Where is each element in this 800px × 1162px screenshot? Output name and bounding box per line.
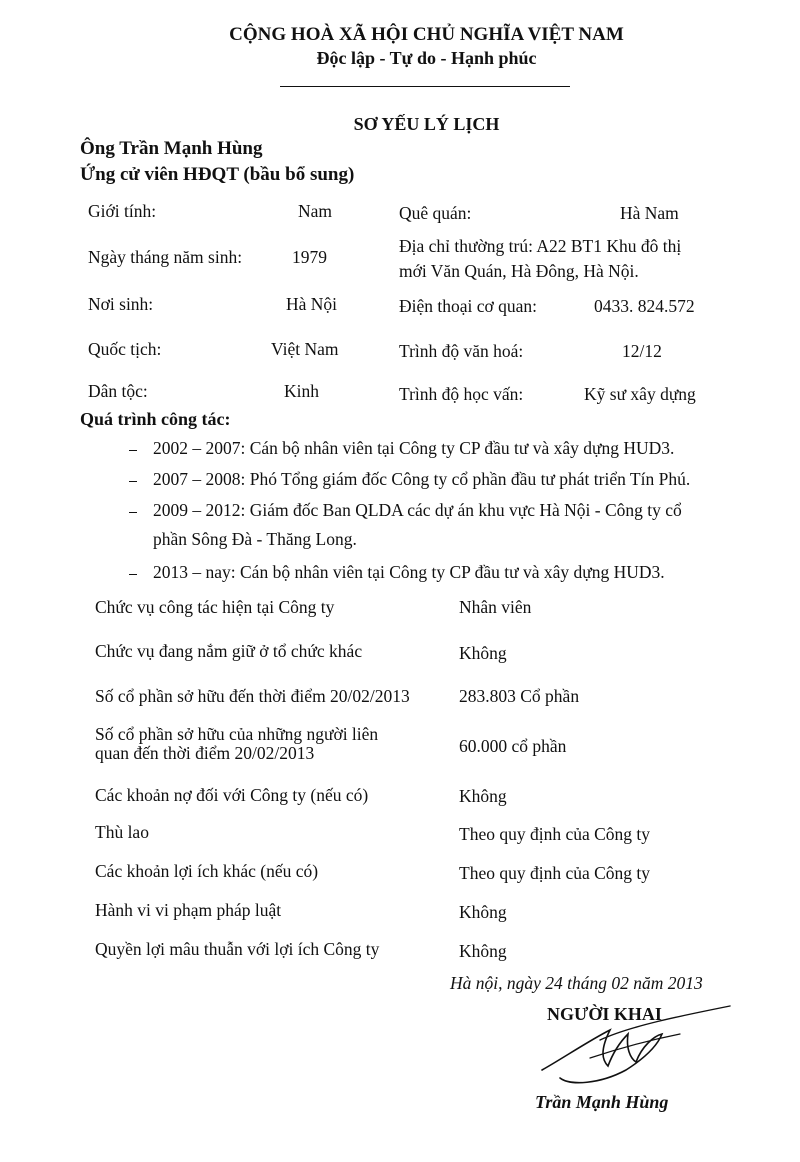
nationality-label: Quốc tịch: bbox=[88, 339, 162, 359]
career-item: 2013 – nay: Cán bộ nhân viên tại Công ty CP đầu tư và xây dựng HUD3. bbox=[153, 562, 665, 582]
bullet-dash bbox=[129, 481, 137, 482]
detail-label: Các khoản nợ đối với Công ty (nếu có) bbox=[95, 785, 369, 805]
signature-mark bbox=[530, 1000, 760, 1090]
person-role: Ứng cử viên HĐQT (bầu bổ sung) bbox=[80, 164, 355, 185]
signer-name: Trần Mạnh Hùng bbox=[535, 1092, 669, 1112]
detail-value: Nhân viên bbox=[459, 597, 532, 617]
phone-value: 0433. 824.572 bbox=[594, 296, 695, 316]
detail-label: Các khoản lợi ích khác (nếu có) bbox=[95, 861, 319, 881]
hometown-label: Quê quán: bbox=[399, 203, 472, 223]
detail-label-continuation: quan đến thời điểm 20/02/2013 bbox=[95, 743, 315, 763]
address-label: Địa chỉ thường trú: A22 BT1 Khu đô thị bbox=[399, 236, 682, 256]
ethnicity-value: Kinh bbox=[284, 381, 319, 401]
culture-value: 12/12 bbox=[622, 341, 662, 361]
document-title: SƠ YẾU LÝ LỊCH bbox=[353, 114, 500, 134]
nationality-value: Việt Nam bbox=[271, 339, 339, 359]
detail-value: 283.803 Cổ phần bbox=[459, 686, 580, 706]
bullet-dash bbox=[129, 512, 137, 513]
ethnicity-label: Dân tộc: bbox=[88, 381, 148, 401]
motto: Độc lập - Tự do - Hạnh phúc bbox=[316, 48, 537, 68]
detail-label: Số cổ phần sở hữu của những người liên bbox=[95, 724, 379, 744]
detail-value: Theo quy định của Công ty bbox=[459, 824, 651, 844]
detail-label: Quyền lợi mâu thuẫn với lợi ích Công ty bbox=[95, 939, 380, 959]
detail-label: Thù lao bbox=[95, 822, 149, 842]
detail-value: 60.000 cổ phần bbox=[459, 736, 567, 756]
culture-label: Trình độ văn hoá: bbox=[399, 341, 524, 361]
detail-value: Không bbox=[459, 643, 507, 663]
declarant-title: NGƯỜI KHAI bbox=[547, 1004, 662, 1024]
career-item: 2009 – 2012: Giám đốc Ban QLDA các dự án khu vực Hà Nội - Công ty cổ bbox=[153, 500, 682, 520]
gender-label: Giới tính: bbox=[88, 201, 157, 221]
detail-value: Không bbox=[459, 902, 507, 922]
detail-label: Chức vụ công tác hiện tại Công ty bbox=[95, 597, 335, 617]
detail-value: Theo quy định của Công ty bbox=[459, 863, 651, 883]
bullet-dash bbox=[129, 574, 137, 575]
header-divider bbox=[280, 86, 570, 87]
bullet-dash bbox=[129, 450, 137, 451]
detail-value: Không bbox=[459, 786, 507, 806]
detail-label: Chức vụ đang nắm giữ ở tổ chức khác bbox=[95, 641, 363, 661]
career-heading: Quá trình công tác: bbox=[80, 409, 231, 429]
gender-value: Nam bbox=[298, 201, 333, 221]
education-value: Kỹ sư xây dựng bbox=[584, 384, 696, 404]
career-item: 2007 – 2008: Phó Tổng giám đốc Công ty cổ phần đầu tư phát triển Tín Phú. bbox=[153, 469, 691, 489]
detail-label: Hành vi vi phạm pháp luật bbox=[95, 900, 282, 920]
address-value: mới Văn Quán, Hà Đông, Hà Nội. bbox=[399, 261, 639, 281]
career-item-continuation: phần Sông Đà - Thăng Long. bbox=[153, 529, 357, 549]
education-label: Trình độ học vấn: bbox=[399, 384, 524, 404]
career-item: 2002 – 2007: Cán bộ nhân viên tại Công ty CP đầu tư và xây dựng HUD3. bbox=[153, 438, 675, 458]
detail-value: Không bbox=[459, 941, 507, 961]
country-header: CỘNG HOÀ XÃ HỘI CHỦ NGHĨA VIỆT NAM bbox=[229, 24, 624, 45]
signing-date: Hà nội, ngày 24 tháng 02 năm 2013 bbox=[450, 973, 703, 993]
person-name: Ông Trần Mạnh Hùng bbox=[80, 138, 263, 159]
phone-label: Điện thoại cơ quan: bbox=[399, 296, 538, 316]
detail-label: Số cổ phần sở hữu đến thời điểm 20/02/2013 bbox=[95, 686, 410, 706]
dob-label: Ngày tháng năm sinh: bbox=[88, 247, 243, 267]
birthplace-label: Nơi sinh: bbox=[88, 294, 154, 314]
dob-value: 1979 bbox=[292, 247, 327, 267]
birthplace-value: Hà Nội bbox=[286, 294, 338, 314]
hometown-value: Hà Nam bbox=[620, 203, 679, 223]
